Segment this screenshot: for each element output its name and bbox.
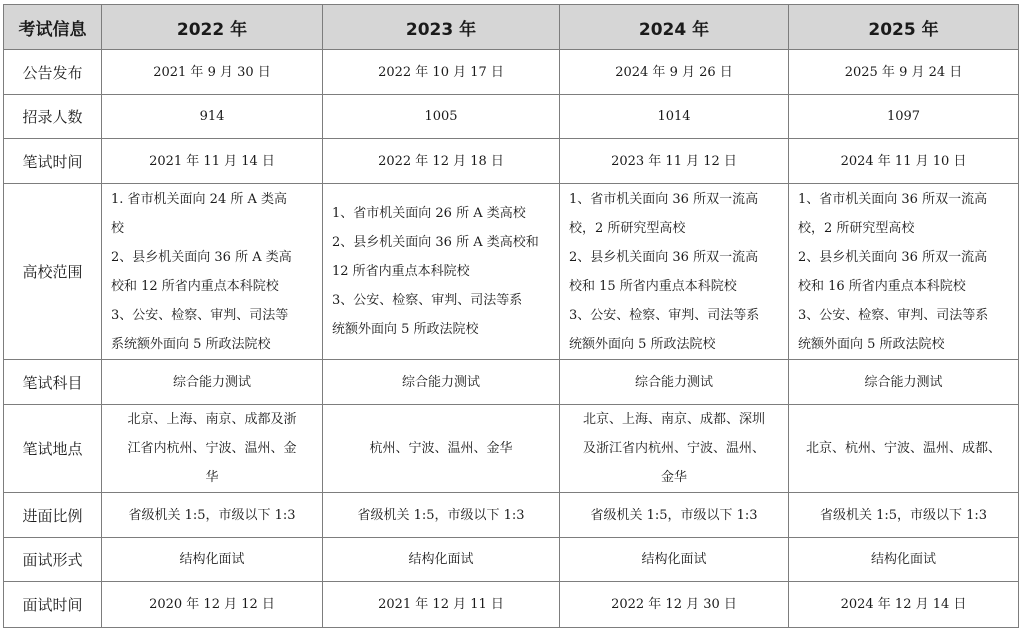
schools-2023-line: 2、县乡机关面向 36 所 A 类高校和 [332, 235, 539, 250]
interview-time-2024: 2022 年 12 月 30 日 [560, 582, 789, 628]
schools-2023-line: 12 所省内重点本科院校 [332, 264, 470, 279]
location-2023 [323, 405, 560, 493]
schools-2025-line: 2、县乡机关面向 36 所双一流高 [798, 249, 988, 265]
row-interview-time [4, 582, 1019, 628]
schools-2025-line: 统额外面向 5 所政法院校 [798, 336, 945, 352]
row-ratio [4, 493, 1019, 538]
schools-2022-line: 系统额外面向 5 所政法院校 [111, 336, 271, 352]
row-label-recruits: 招录人数 [4, 95, 102, 139]
row-interview-form [4, 538, 1019, 582]
ratio-2022: 省级机关 1:5，市级以下 1:3 [102, 493, 323, 538]
location-2025-line: 北京、杭州、宁波、温州、成都、 [805, 441, 1001, 456]
location-2023-line: 杭州、宁波、温州、金华 [369, 441, 513, 456]
subject-2022: 综合能力测试 [102, 360, 323, 405]
ratio-2025: 省级机关 1:5，市级以下 1:3 [789, 493, 1019, 538]
row-recruits [4, 95, 1019, 139]
header-year-2023: 2023 年 [323, 5, 560, 50]
schools-2025-line: 1、省市机关面向 36 所双一流高 [798, 191, 988, 207]
schools-2022-line: 校 [111, 220, 125, 236]
row-location [4, 405, 1019, 493]
announce-2024: 2024 年 9 月 26 日 [560, 50, 789, 95]
schools-2024-line: 3、公安、检察、审判、司法等系 [569, 307, 760, 323]
subject-2025: 综合能力测试 [789, 360, 1019, 405]
ratio-2023: 省级机关 1:5，市级以下 1:3 [323, 493, 560, 538]
schools-2022-line: 2、县乡机关面向 36 所 A 类高 [111, 249, 292, 265]
row-subject [4, 360, 1019, 405]
schools-2024-line: 1、省市机关面向 36 所双一流高 [569, 191, 759, 207]
interview-time-2023: 2021 年 12 月 11 日 [323, 582, 560, 628]
row-label-interview-form: 面试形式 [4, 538, 102, 582]
schools-2025-line: 校，2 所研究型高校 [798, 220, 915, 236]
location-2024-line: 北京、上海、南京、成都、深圳 [582, 412, 765, 427]
header-year-2022: 2022 年 [102, 5, 323, 50]
announce-2022: 2021 年 9 月 30 日 [102, 50, 323, 95]
row-label-exam-time: 笔试时间 [4, 139, 102, 184]
ratio-2024: 省级机关 1:5，市级以下 1:3 [560, 493, 789, 538]
schools-2023-line: 3、公安、检察、审判、司法等系 [332, 293, 523, 308]
interview-time-2022: 2020 年 12 月 12 日 [102, 582, 323, 628]
schools-2022-line: 3、公安、检察、审判、司法等 [111, 307, 289, 323]
header-row [4, 5, 1019, 50]
schools-2024-line: 校，2 所研究型高校 [569, 220, 686, 236]
schools-2023-line: 1、省市机关面向 26 所 A 类高校 [332, 206, 526, 221]
schools-2024-line: 2、县乡机关面向 36 所双一流高 [569, 249, 759, 265]
schools-2024 [560, 184, 789, 360]
exam-time-2024: 2023 年 11 月 12 日 [560, 139, 789, 184]
location-2024 [560, 405, 789, 493]
row-label-location: 笔试地点 [4, 405, 102, 493]
row-exam-time [4, 139, 1019, 184]
exam-time-2022: 2021 年 11 月 14 日 [102, 139, 323, 184]
location-2024-line: 及浙江省内杭州、宁波、温州、 [582, 441, 765, 456]
schools-2025 [789, 184, 1019, 360]
schools-2025-line: 3、公安、检察、审判、司法等系 [798, 307, 989, 323]
schools-2024-line: 统额外面向 5 所政法院校 [569, 336, 716, 352]
row-label-interview-time: 面试时间 [4, 582, 102, 628]
subject-2024: 综合能力测试 [560, 360, 789, 405]
interview-form-2025: 结构化面试 [789, 538, 1019, 582]
recruits-2024: 1014 [560, 95, 789, 139]
interview-form-2022: 结构化面试 [102, 538, 323, 582]
location-2022-line: 江省内杭州、宁波、温州、金 [127, 441, 297, 456]
schools-2022-line: 1. 省市机关面向 24 所 A 类高 [111, 191, 287, 207]
schools-2024-line: 校和 15 所省内重点本科院校 [569, 278, 737, 294]
schools-2023 [323, 184, 560, 360]
interview-form-2024: 结构化面试 [560, 538, 789, 582]
header-corner: 考试信息 [4, 5, 102, 50]
announce-2025: 2025 年 9 月 24 日 [789, 50, 1019, 95]
location-2022 [102, 405, 323, 493]
recruits-2025: 1097 [789, 95, 1019, 139]
exam-info-table [3, 4, 1019, 628]
row-label-ratio: 进面比例 [4, 493, 102, 538]
location-2024-line: 金华 [660, 470, 687, 485]
schools-2022 [102, 184, 323, 360]
interview-time-2025: 2024 年 12 月 14 日 [789, 582, 1019, 628]
location-2025 [789, 405, 1019, 493]
header-year-2024: 2024 年 [560, 5, 789, 50]
row-schools [4, 184, 1019, 360]
row-label-subject: 笔试科目 [4, 360, 102, 405]
schools-2023-line: 统额外面向 5 所政法院校 [332, 322, 479, 337]
announce-2023: 2022 年 10 月 17 日 [323, 50, 560, 95]
row-label-schools: 高校范围 [4, 184, 102, 360]
recruits-2023: 1005 [323, 95, 560, 139]
exam-time-2025: 2024 年 11 月 10 日 [789, 139, 1019, 184]
exam-time-2023: 2022 年 12 月 18 日 [323, 139, 560, 184]
header-year-2025: 2025 年 [789, 5, 1019, 50]
location-2022-line: 北京、上海、南京、成都及浙 [127, 412, 297, 427]
schools-2022-line: 校和 12 所省内重点本科院校 [111, 278, 279, 294]
location-2022-line: 华 [205, 470, 219, 485]
recruits-2022: 914 [102, 95, 323, 139]
schools-2025-line: 校和 16 所省内重点本科院校 [798, 278, 966, 294]
row-announce [4, 50, 1019, 95]
subject-2023: 综合能力测试 [323, 360, 560, 405]
row-label-announce: 公告发布 [4, 50, 102, 95]
interview-form-2023: 结构化面试 [323, 538, 560, 582]
